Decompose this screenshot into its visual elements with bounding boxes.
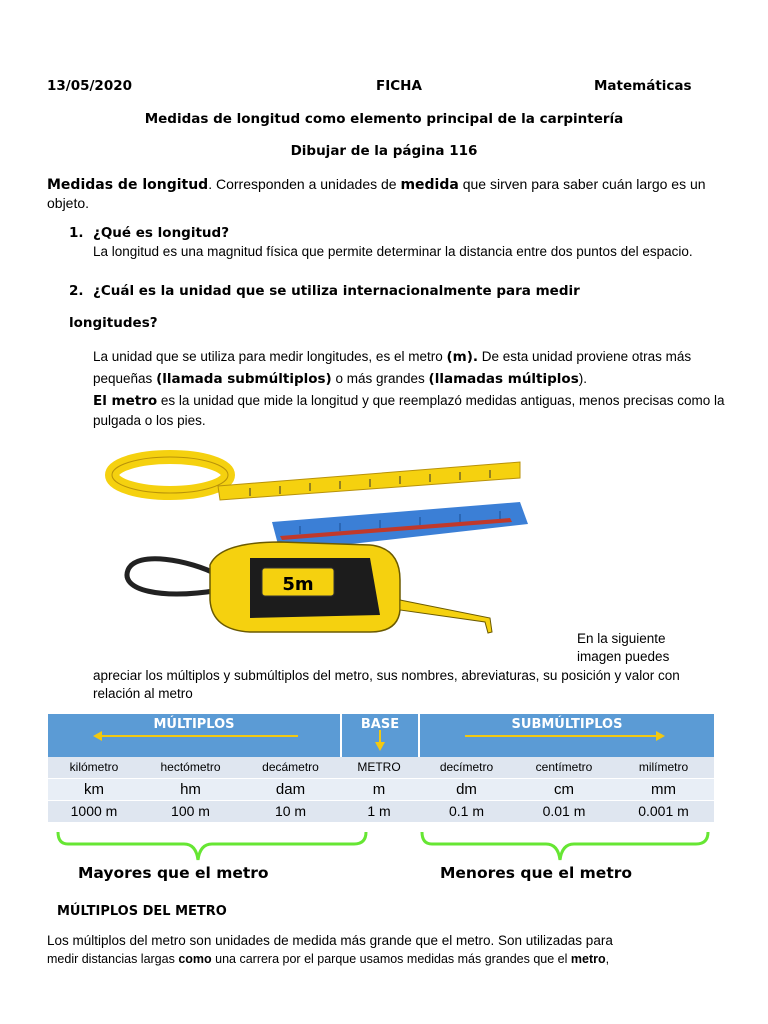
q2-number: 2. (69, 283, 84, 299)
metro-paragraph (93, 391, 728, 430)
unit-text-4: ). (578, 371, 587, 386)
unit-text-2: De esta unidad proviene otras más pequeñas (93, 349, 692, 386)
tape-label: 5m (282, 574, 314, 595)
intro-text-2: que sirven para saber cuán largo es un objeto. (47, 176, 706, 211)
table-cell: mm (651, 781, 676, 798)
metro-text: es la unidad que mide la longitud y que reemplazó medidas antiguas, menos precisas como la pulgada o los pies. (93, 393, 725, 428)
multiples-label: MÚLTIPLOS (153, 717, 235, 732)
measuring-tape-image (100, 440, 540, 640)
less-than-meter-label: Menores que el metro (440, 864, 633, 882)
table-header-bar (48, 714, 714, 757)
intro-paragraph (47, 175, 727, 212)
unit-values-row (48, 801, 714, 823)
table-cell: milímetro (638, 760, 689, 774)
table-cell: 0.001 m (638, 803, 689, 819)
submultiples-header (420, 714, 714, 757)
table-cell: 0.1 m (448, 803, 484, 819)
right-arrow-icon (465, 730, 665, 742)
left-arrow-icon (93, 730, 303, 742)
greater-than-meter-label: Mayores que el metro (78, 864, 269, 882)
unit-bold-mult: (llamadas múltiplos (428, 371, 579, 387)
unit-bold-sub: (llamada submúltiplos) (156, 371, 332, 387)
table-cell: dam (275, 781, 306, 798)
unit-bold-m: (m). (446, 349, 479, 365)
subject-label: Matemáticas (594, 78, 692, 94)
unit-symbols-row (48, 779, 714, 801)
left-brace-icon (54, 830, 374, 866)
section-line-1: Los múltiplos del metro son unidades de medida más grande que el metro. Son utilizadas para (47, 933, 613, 948)
unit-text-3: o más grandes (331, 371, 429, 386)
submultiples-label: SUBMÚLTIPLOS (511, 717, 623, 732)
multiples-header (48, 714, 342, 757)
table-cell: m (372, 781, 386, 798)
table-cell: 1000 m (70, 803, 118, 819)
table-cell: METRO (357, 760, 401, 774)
section-text-2: medir distancias largas (47, 952, 179, 966)
unit-paragraph (93, 346, 718, 390)
intro-bold-term: Medidas de longitud (47, 177, 209, 193)
unit-text-1: La unidad que se utiliza para medir longitudes, es el metro (93, 349, 447, 364)
table-cell: decímetro (439, 760, 494, 774)
base-header (342, 714, 420, 757)
table-cell: kilómetro (69, 760, 119, 774)
table-cell: 1 m (367, 803, 391, 819)
side-note: En la siguiente imagen puedes (577, 631, 670, 664)
down-arrow-icon (374, 730, 386, 752)
doc-title: Medidas de longitud como elemento principal de la carpintería (144, 111, 624, 127)
table-cell: hm (180, 781, 201, 798)
intro-text-1: . Corresponden a unidades de (208, 176, 401, 192)
right-brace-icon (418, 830, 714, 866)
q2-question-line2: longitudes? (69, 315, 158, 331)
section-line-2 (47, 950, 727, 968)
table-cell: hectómetro (160, 760, 221, 774)
doc-subtitle: Dibujar de la página 116 (290, 143, 478, 159)
q1-question: ¿Qué es longitud? (93, 225, 230, 241)
base-label: BASE (360, 717, 400, 732)
table-cell: 0.01 m (542, 803, 586, 819)
table-cell: decámetro (262, 760, 319, 774)
q1-answer: La longitud es una magnitud física que permite determinar la distancia entre dos puntos del espacio. (93, 244, 693, 259)
q2-question-line1: ¿Cuál es la unidad que se utiliza internacionalmente para medir (93, 283, 580, 299)
intro-bold-medida: medida (400, 177, 459, 193)
section-bold-metro: metro (570, 952, 606, 966)
unit-names-row (48, 757, 714, 779)
side-note-continued: apreciar los múltiplos y submúltiplos del metro, sus nombres, abreviaturas, su posición y valor con relación al metro (93, 668, 680, 701)
ficha-label: FICHA (376, 78, 422, 94)
table-cell: centímetro (535, 760, 593, 774)
table-cell: cm (554, 781, 574, 798)
date-text: 13/05/2020 (47, 78, 133, 94)
section-bold-como: como (178, 952, 212, 966)
section-text-4: , (605, 952, 610, 966)
section-heading: MÚLTIPLOS DEL METRO (57, 904, 227, 919)
table-cell: 100 m (171, 803, 210, 819)
table-cell: km (84, 781, 104, 798)
metric-units-table (48, 714, 714, 823)
table-cell: 10 m (274, 803, 307, 819)
section-text-3: una carrera por el parque usamos medidas más grandes que el (211, 952, 571, 966)
table-cell: dm (456, 781, 477, 798)
q1-number: 1. (69, 225, 84, 241)
metro-bold: El metro (93, 393, 158, 409)
